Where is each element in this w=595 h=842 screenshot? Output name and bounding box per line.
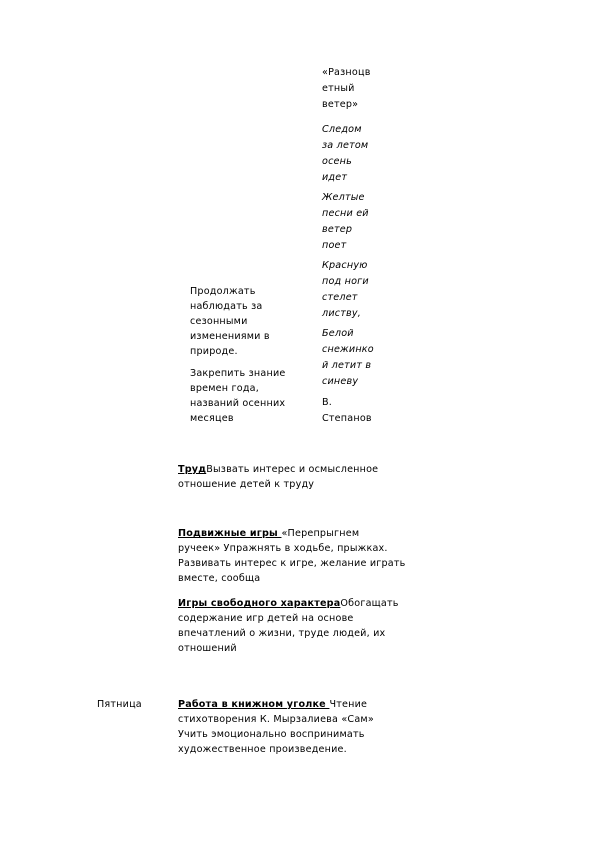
outdoor-games-line-3: Развивать интерес к игре, желание играть (178, 558, 406, 569)
poem-stanza1-line-2: за летом (322, 140, 369, 151)
outdoor-games-line-2: ручеек» Упражнять в ходьбе, прыжках. (178, 543, 388, 554)
poem-stanza2-line-2: песни ей (322, 208, 369, 219)
poem-title-line-3: ветер» (322, 99, 359, 110)
free-games-heading: Игры свободного характера (178, 598, 341, 609)
poem-stanza3-line-1: Красную (322, 260, 368, 271)
poem-stanza1-line-4: идет (322, 172, 348, 183)
goal2-line-1: Закрепить знание (190, 368, 286, 379)
poem-stanza4-line-1: Белой (322, 328, 354, 339)
day-label: Пятница (97, 699, 142, 710)
book-corner-line-1 (178, 699, 367, 711)
free-games-text: Обогащать (340, 598, 399, 609)
poem-stanza3-line-2: под ноги (322, 276, 369, 287)
outdoor-games-text: «Перепрыгнем (281, 528, 360, 539)
poem-stanza2-line-4: поет (322, 240, 347, 251)
poem-stanza1-line-1: Следом (322, 124, 362, 135)
poem-author-line-2: Степанов (322, 413, 372, 424)
poem-stanza2-line-3: ветер (322, 224, 353, 235)
labor-heading: Труд (178, 464, 207, 475)
poem-stanza1-line-3: осень (322, 156, 352, 167)
book-corner-heading: Работа в книжном уголке (178, 699, 330, 710)
book-corner-line-4: художественное произведение. (178, 744, 347, 755)
book-corner-line-2: стихотворения К. Мырзалиева «Сам» (178, 714, 374, 725)
free-games-line-1 (178, 598, 399, 610)
poem-stanza4-line-2: снежинко (322, 344, 374, 355)
goal1-line-5: природе. (190, 346, 238, 357)
goal1-line-4: изменениями в (190, 331, 270, 342)
labor-line-1 (178, 464, 378, 476)
poem-stanza3-line-4: листву, (322, 308, 362, 319)
outdoor-games-heading: Подвижные игры (178, 528, 282, 539)
poem-author-line-1: В. (322, 397, 333, 408)
goal1-line-2: наблюдать за (190, 301, 263, 312)
poem-title-line-2: етный (322, 83, 355, 94)
goal1-line-1: Продолжать (190, 286, 256, 297)
goal2-line-3: названий осенних (190, 398, 286, 409)
poem-stanza2-line-1: Желтые (322, 192, 365, 203)
labor-line-2: отношение детей к труду (178, 479, 315, 490)
free-games-line-4: отношений (178, 643, 237, 654)
outdoor-games-line-4: вместе, сообща (178, 573, 261, 584)
poem-stanza3-line-3: стелет (322, 292, 358, 303)
poem-stanza4-line-4: синеву (322, 376, 359, 387)
goal1-line-3: сезонными (190, 316, 248, 327)
book-corner-line-3: Учить эмоционально воспринимать (178, 729, 365, 740)
poem-title-line-1: «Разноцв (322, 67, 371, 78)
book-corner-text: Чтение (329, 699, 368, 710)
free-games-line-2: содержание игр детей на основе (178, 613, 354, 624)
goal2-line-4: месяцев (190, 413, 234, 424)
free-games-line-3: впечатлений о жизни, труде людей, их (178, 628, 386, 639)
outdoor-games-line-1 (178, 528, 359, 540)
labor-text: Вызвать интерес и осмысленное (206, 464, 379, 475)
poem-stanza4-line-3: й летит в (322, 360, 372, 371)
goal2-line-2: времен года, (190, 383, 259, 394)
